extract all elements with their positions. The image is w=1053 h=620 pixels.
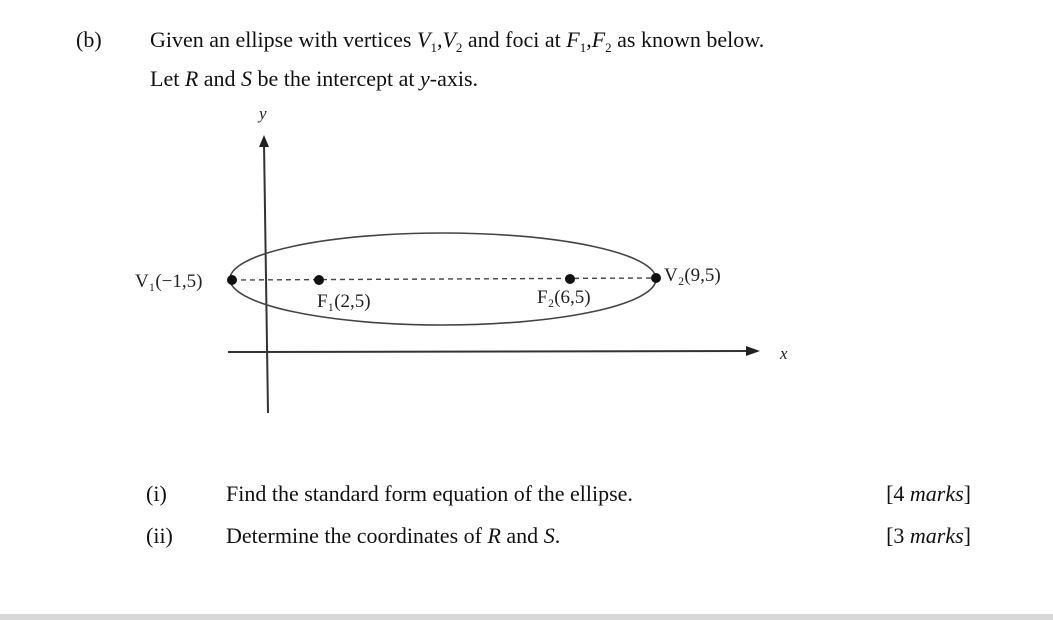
marks-close: ] bbox=[963, 481, 971, 506]
focus-f1-label: F₁(2,5) bbox=[317, 291, 371, 312]
question-text-part: and bbox=[500, 523, 544, 548]
vertex-v2-point bbox=[651, 273, 661, 283]
comma: , bbox=[436, 27, 443, 52]
question-marks bbox=[886, 523, 971, 549]
question-text-part: Determine the coordinates of bbox=[226, 523, 488, 548]
page-bottom-edge bbox=[0, 614, 1053, 620]
intro-text: -axis. bbox=[429, 66, 479, 91]
focus-f1-point bbox=[314, 275, 324, 285]
question-marks bbox=[886, 481, 971, 507]
intro-text: Given an ellipse with vertices bbox=[150, 27, 417, 52]
marks-word: marks bbox=[909, 523, 964, 548]
point-s-symbol: S bbox=[241, 66, 253, 91]
subscript: 1 bbox=[430, 40, 437, 55]
y-axis-line bbox=[264, 143, 268, 413]
intro-text: be the intercept at bbox=[252, 66, 421, 91]
intro-line-2 bbox=[150, 66, 478, 92]
vertex-symbol: V bbox=[416, 27, 431, 52]
y-axis-label: y bbox=[259, 104, 267, 123]
subscript: 1 bbox=[579, 40, 587, 55]
marks-open: [3 bbox=[886, 523, 910, 548]
question-text: Find the standard form equation of the ellipse. bbox=[226, 481, 633, 506]
question-number: (i) bbox=[146, 481, 167, 506]
subscript: 2 bbox=[605, 40, 612, 55]
point-r-symbol: R bbox=[487, 523, 501, 548]
focus-symbol: F bbox=[566, 27, 580, 52]
major-axis-dashed bbox=[232, 278, 656, 280]
ellipse-figure bbox=[0, 95, 1053, 425]
x-axis-label: x bbox=[780, 344, 788, 363]
marks-open: [4 bbox=[886, 481, 910, 506]
focus-f2-label: F₂(6,5) bbox=[537, 287, 591, 308]
question-text bbox=[226, 523, 560, 549]
subscript: 2 bbox=[455, 40, 463, 55]
vertex-symbol: V bbox=[442, 27, 456, 52]
intro-text: and foci at bbox=[462, 27, 567, 52]
vertex-v2-label: V₂(9,5) bbox=[664, 265, 721, 286]
intro-text: as known below. bbox=[611, 27, 765, 52]
intro-line-1 bbox=[150, 27, 764, 53]
marks-close: ] bbox=[963, 523, 971, 548]
intro-text: Let bbox=[150, 66, 185, 91]
x-axis-line bbox=[228, 351, 748, 352]
x-axis-arrow bbox=[746, 346, 760, 356]
y-symbol: y bbox=[420, 66, 430, 91]
focus-f2-point bbox=[565, 274, 575, 284]
focus-symbol: F bbox=[591, 27, 606, 52]
part-label: (b) bbox=[76, 27, 102, 52]
y-axis-arrow bbox=[259, 135, 269, 147]
vertex-v1-point bbox=[227, 275, 237, 285]
comma: , bbox=[586, 27, 592, 52]
question-number: (ii) bbox=[146, 523, 173, 548]
marks-word: marks bbox=[909, 481, 964, 506]
vertex-v1-label: V₁(−1,5) bbox=[135, 271, 203, 292]
point-s-symbol: S bbox=[543, 523, 555, 548]
intro-text: and bbox=[198, 66, 242, 91]
question-text-part: . bbox=[554, 523, 561, 548]
point-r-symbol: R bbox=[184, 66, 199, 91]
